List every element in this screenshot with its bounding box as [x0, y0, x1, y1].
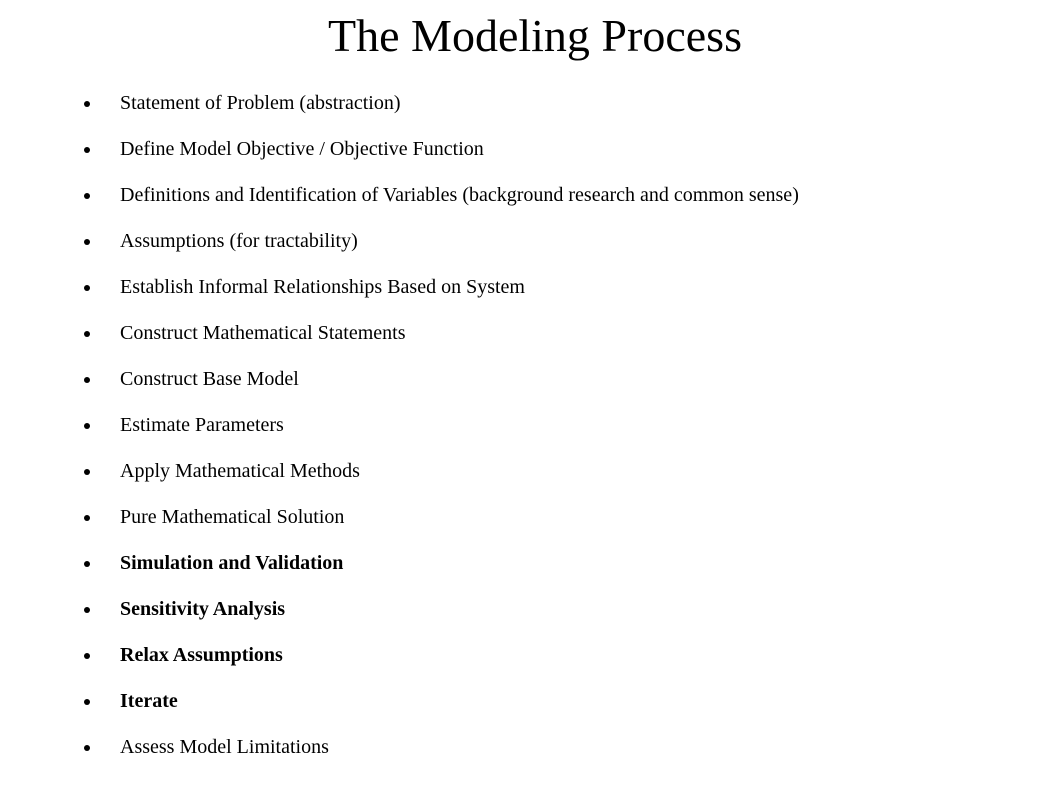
list-item-text: Statement of Problem (abstraction) — [120, 91, 401, 114]
bullet-list — [84, 80, 799, 770]
bullet-icon — [84, 653, 90, 659]
bullet-icon — [84, 423, 90, 429]
bullet-icon — [84, 101, 90, 107]
list-item-text: Assess Model Limitations — [120, 735, 329, 758]
bullet-icon — [84, 561, 90, 567]
list-item-text: Establish Informal Relationships Based on System — [120, 275, 525, 298]
list-item — [84, 724, 799, 770]
bullet-icon — [84, 147, 90, 153]
list-item — [84, 402, 799, 448]
bullet-icon — [84, 469, 90, 475]
list-item-text: Assumptions (for tractability) — [120, 229, 358, 252]
list-item-text: Construct Mathematical Statements — [120, 321, 406, 344]
list-item — [84, 310, 799, 356]
list-item — [84, 586, 799, 632]
bullet-icon — [84, 239, 90, 245]
list-item — [84, 126, 799, 172]
list-item — [84, 540, 799, 586]
bullet-icon — [84, 193, 90, 199]
page-title: The Modeling Process — [328, 10, 742, 61]
bullet-icon — [84, 377, 90, 383]
list-item-text: Pure Mathematical Solution — [120, 505, 345, 528]
bullet-icon — [84, 331, 90, 337]
list-item-text: Apply Mathematical Methods — [120, 459, 360, 482]
list-item — [84, 494, 799, 540]
list-item — [84, 632, 799, 678]
list-item — [84, 172, 799, 218]
bullet-icon — [84, 607, 90, 613]
bullet-icon — [84, 515, 90, 521]
list-item — [84, 678, 799, 724]
list-item — [84, 218, 799, 264]
list-item-text: Sensitivity Analysis — [120, 597, 286, 620]
list-item-text: Construct Base Model — [120, 367, 299, 390]
bullet-icon — [84, 699, 90, 705]
list-item-text: Definitions and Identification of Variables (background research and common sense) — [120, 183, 799, 206]
list-item — [84, 356, 799, 402]
list-item-text: Define Model Objective / Objective Function — [120, 137, 484, 160]
list-item-text: Simulation and Validation — [120, 551, 344, 574]
list-item — [84, 448, 799, 494]
bullet-icon — [84, 285, 90, 291]
list-item-text: Estimate Parameters — [120, 413, 284, 436]
list-item-text: Iterate — [120, 689, 178, 712]
list-item — [84, 264, 799, 310]
bullet-icon — [84, 745, 90, 751]
list-item-text: Relax Assumptions — [120, 643, 283, 666]
list-item — [84, 80, 799, 126]
